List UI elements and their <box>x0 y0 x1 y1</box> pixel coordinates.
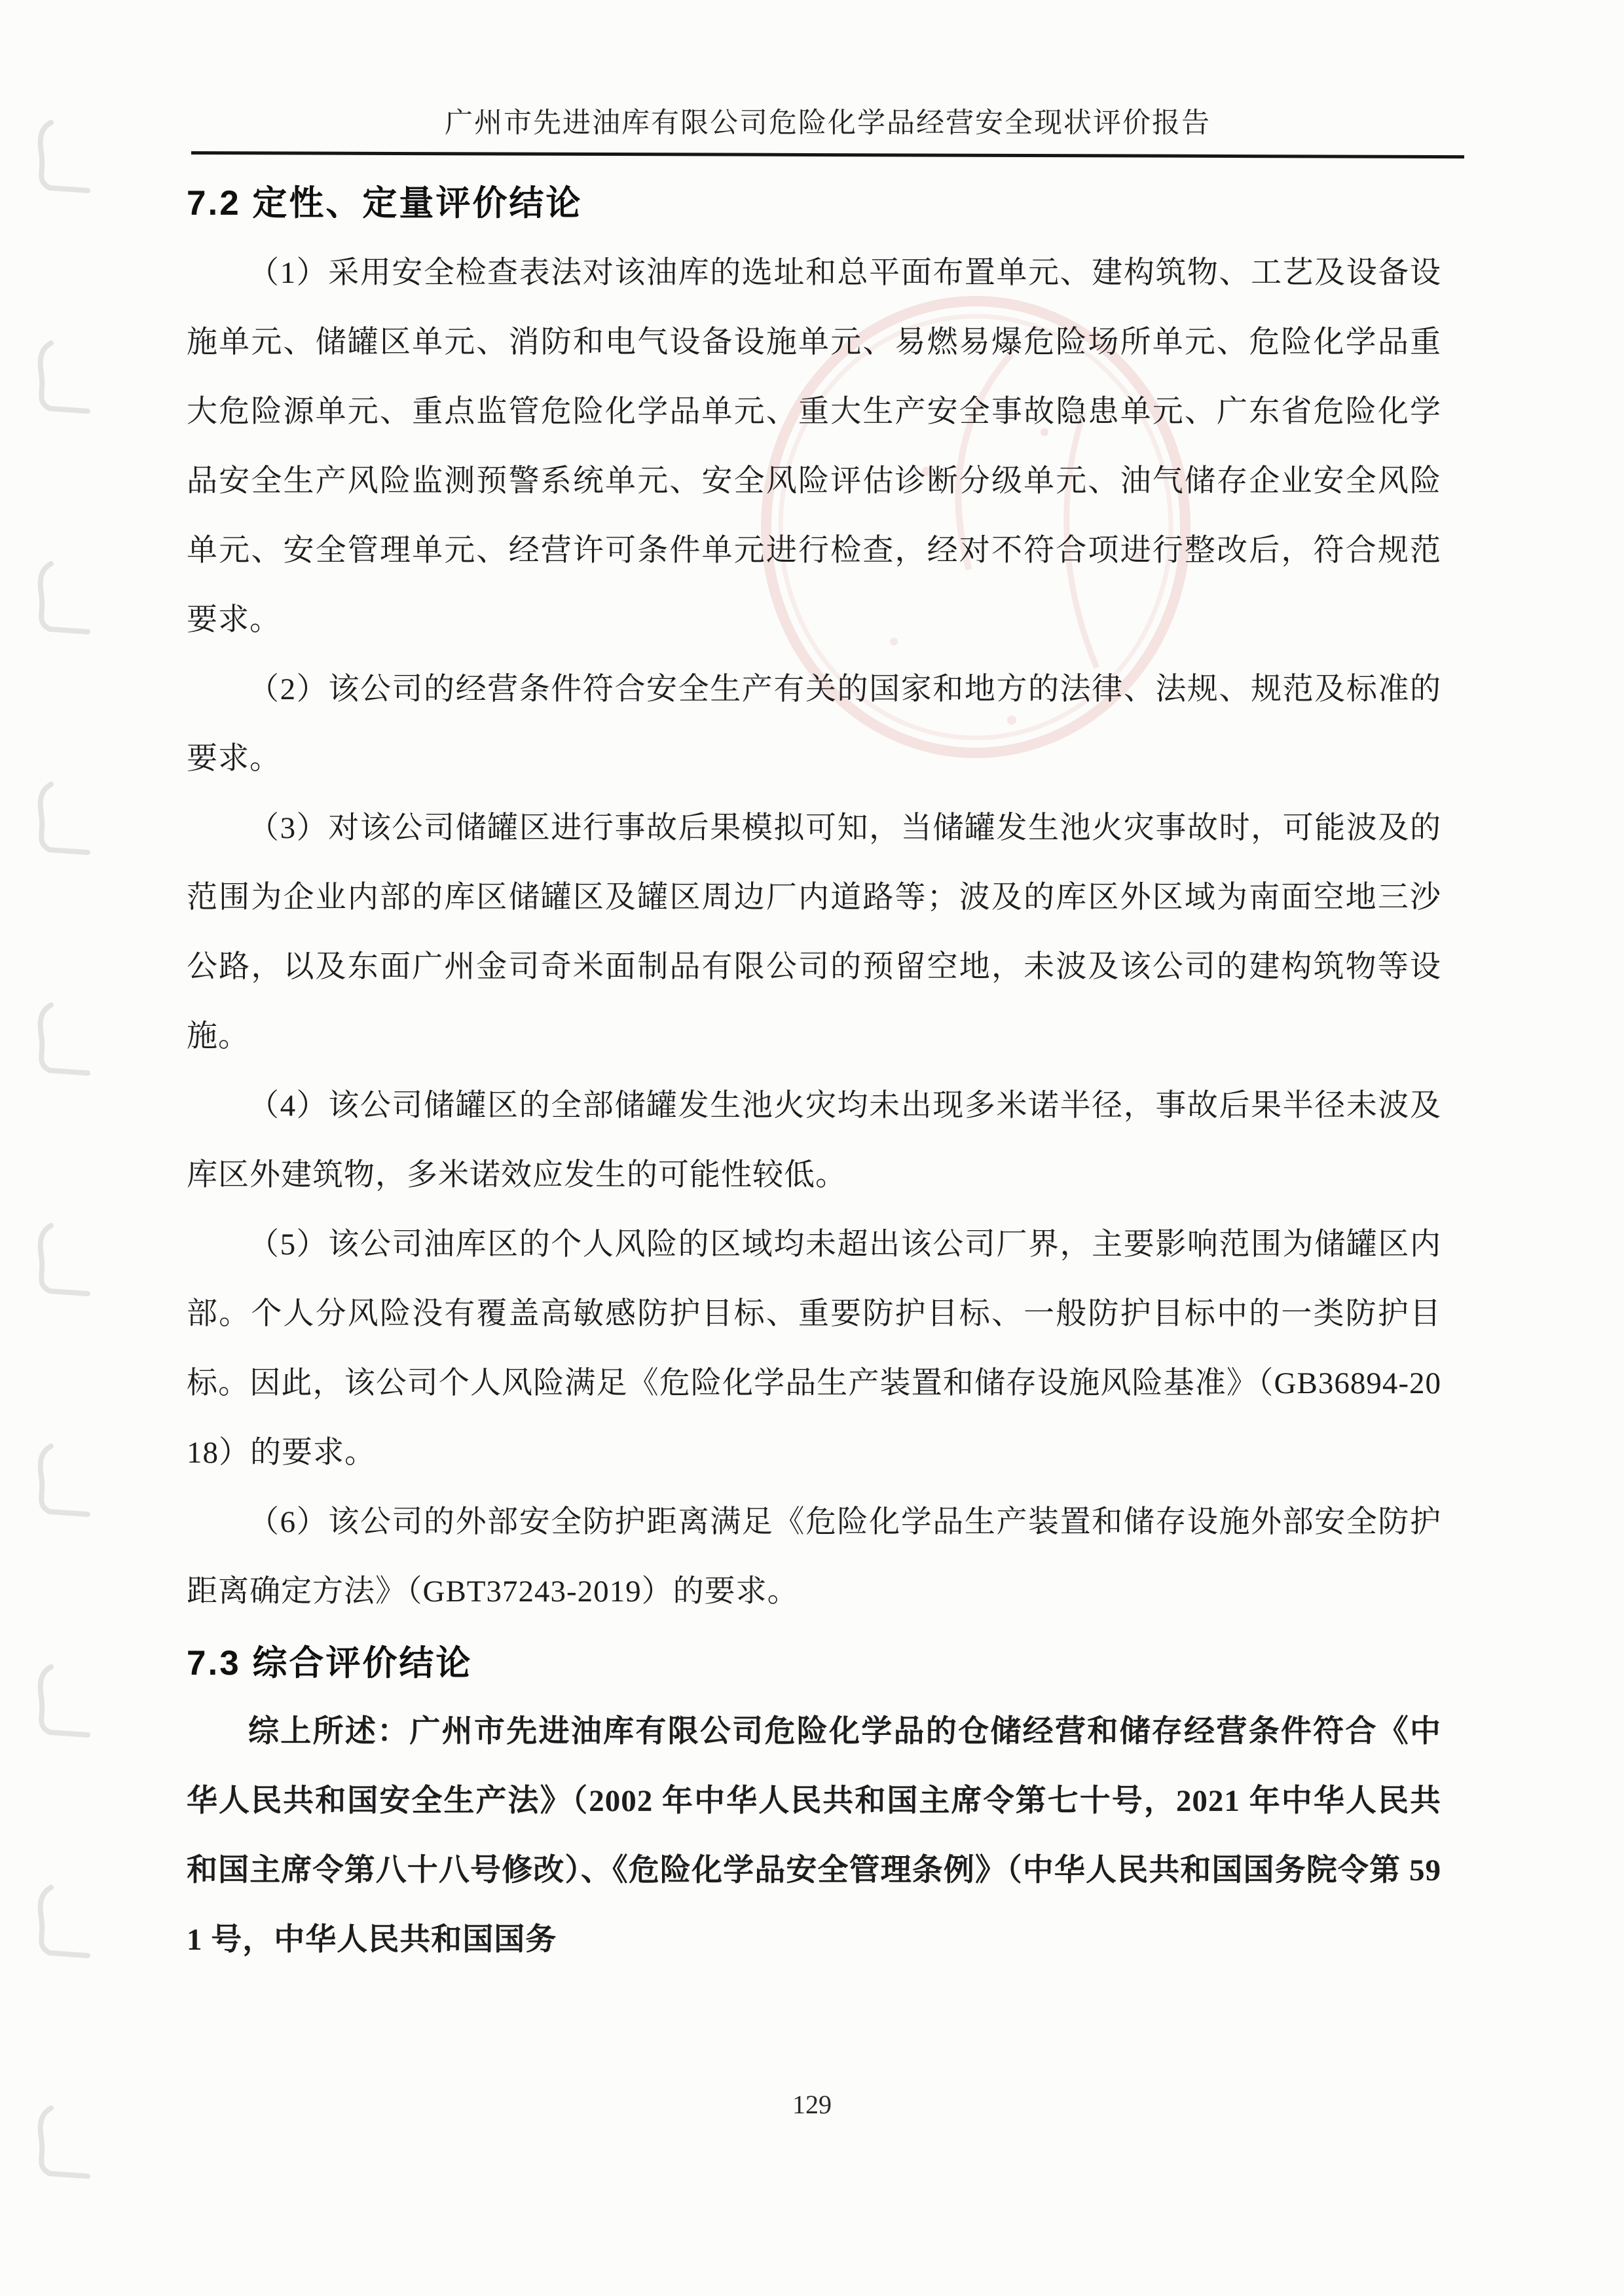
binding-mark <box>29 1664 101 1738</box>
binding-mark <box>29 1002 101 1076</box>
binding-mark <box>29 1444 101 1517</box>
binding-mark <box>29 782 101 855</box>
binding-mark <box>29 561 101 634</box>
paragraph-6: （6）该公司的外部安全防护距离满足《危险化学品生产装置和储存设施外部安全防护距离确定方法》（GBT37243-2019）的要求。 <box>187 1505 1441 1609</box>
binding-mark <box>29 120 101 193</box>
page-body <box>187 165 1441 1975</box>
binding-mark <box>29 340 101 414</box>
page-number: 129 <box>792 2090 832 2119</box>
binding-mark <box>29 1223 101 1296</box>
binding-mark <box>29 1885 101 1958</box>
page-header <box>191 0 1464 148</box>
paragraph-5: （5）该公司油库区的个人风险的区域均未超出该公司厂界，主要影响范围为储罐区内部。个人分风险没有覆盖高敏感防护目标、重要防护目标、一般防护目标中的一类防护目标。因此，该公司个人风险满足《危险化学品生产装置和储存设施风险基准》（GB36894-2018）的要求。 <box>187 1228 1441 1470</box>
header-rule <box>191 151 1464 158</box>
header-title: 广州市先进油库有限公司危险化学品经营安全现状评价报告 <box>445 108 1211 139</box>
paragraph-1: （1）采用安全检查表法对该油库的选址和总平面布置单元、建构筑物、工艺及设备设施单元、储罐区单元、消防和电气设备设施单元、易燃易爆危险场所单元、危险化学品重大危险源单元、重点监管危险化学品单元、重大生产安全事故隐患单元、广东省危险化学品安全生产风险监测预警系统单元、安全风险评估诊断分级单元、油气储存企业安全风险单元、安全管理单元、经营许可条件单元进行检查，经对不符合项进行整改后，符合规范要求。 <box>187 256 1441 637</box>
paragraph-3: （3）对该公司储罐区进行事故后果模拟可知，当储罐发生池火灾事故时，可能波及的范围为企业内部的库区储罐区及罐区周边厂内道路等；波及的库区外区域为南面空地三沙公路，以及东面广州金司奇米面制品有限公司的预留空地，未波及该公司的建构筑物等设施。 <box>187 811 1441 1053</box>
paragraph-4: （4）该公司储罐区的全部储罐发生池火灾均未出现多米诺半径，事故后果半径未波及库区外建筑物，多米诺效应发生的可能性较低。 <box>187 1089 1441 1192</box>
section-heading-7-2: 7.2 定性、定量评价结论 <box>187 184 583 223</box>
paragraph-7: 综上所述：广州市先进油库有限公司危险化学品的仓储经营和储存经营条件符合《中华人民共和国安全生产法》（2002 年中华人民共和国主席令第七十号，2021 年中华人民共和国主席令第八十八号修改）、《危险化学品安全管理条例》（中华人民共和国国务院令第 591 号，中华人民共和国国务 <box>187 1715 1441 1957</box>
paragraph-2: （2）该公司的经营条件符合安全生产有关的国家和地方的法律、法规、规范及标准的要求。 <box>187 672 1441 776</box>
section-heading-7-3: 7.3 综合评价结论 <box>187 1644 473 1683</box>
